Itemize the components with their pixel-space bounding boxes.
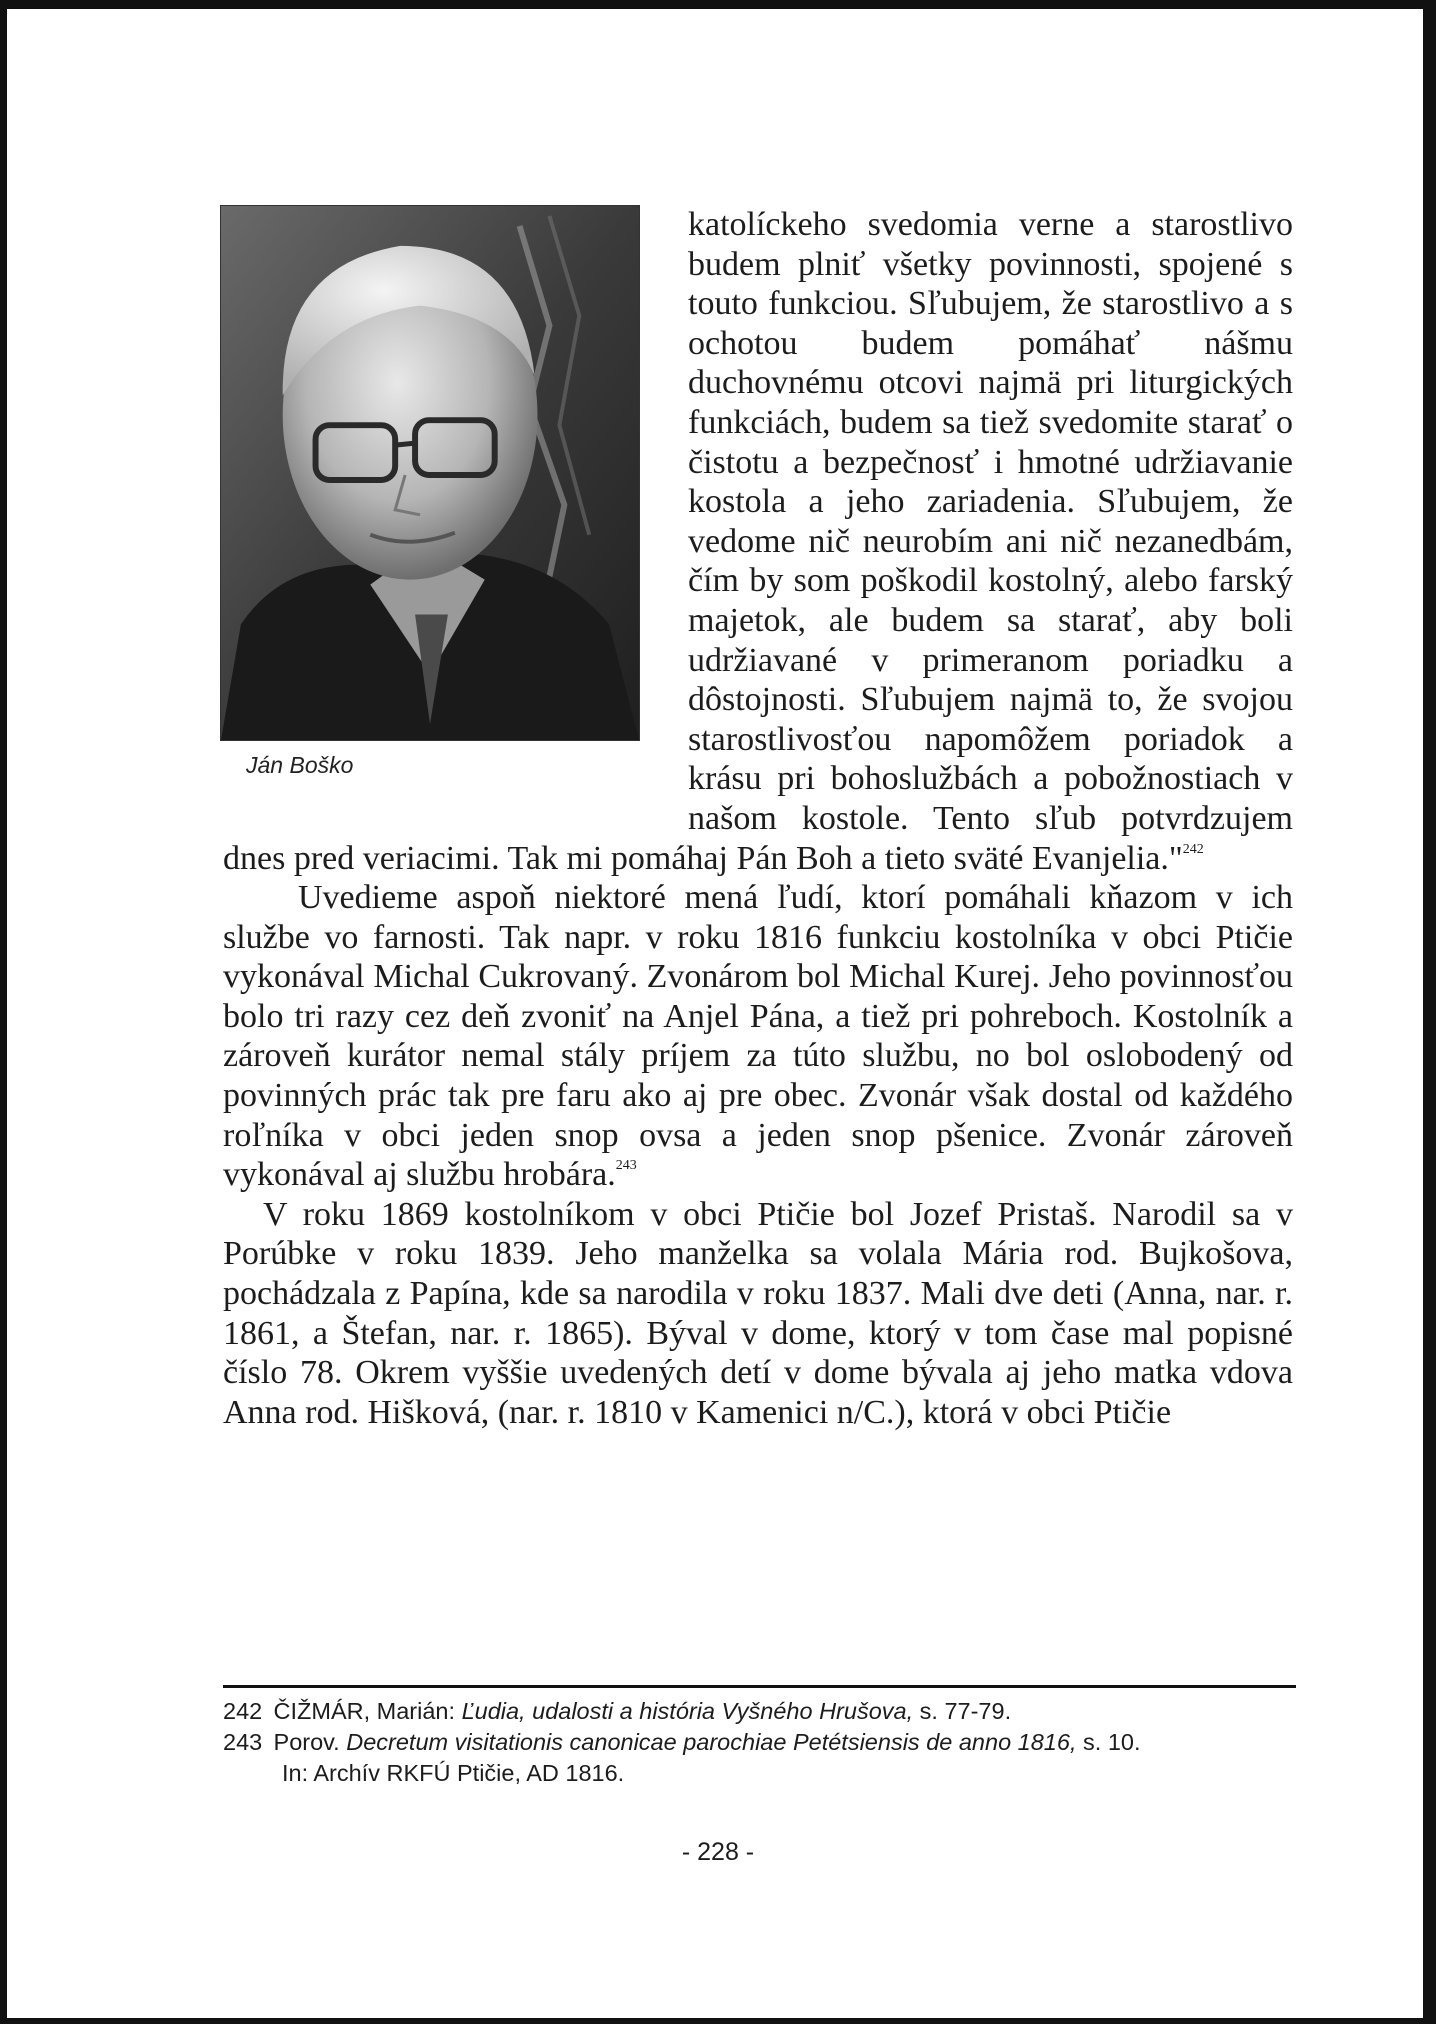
footnote-number: 243: [223, 1729, 263, 1755]
footnote-title: Ľudia, udalosti a história Vyšného Hrušova,: [461, 1698, 914, 1724]
paragraph-3-text: V roku 1869 kostolníkom v obci Ptičie bol Jozef Pristaš. Narodil sa v Porúbke v roku 1839. Jeho manželka sa volala Mária rod. Bujkošova, pochádzala z Papína, kde sa narodila v roku 1837. Mali dve deti (Anna, nar. r. 1861, a Štefan, nar. r. 1865). Býval v dome, ktorý v tom čase mal popisné číslo 78. Okrem vyššie uvedených detí v dome bývala aj jeho matka vdova Anna rod. Hišková, (nar. r. 1810 v Kamenici n/C.), ktorá v obci Ptičie: [223, 1195, 1293, 1431]
footnote-pages: s. 10.: [1076, 1729, 1141, 1755]
paragraph-1-text: katolíckeho svedomia verne a starostlivo budem plniť všetky povinnosti, spojené s touto funkciou. Sľubujem, že starostlivo a s ochotou budem pomáhať nášmu duchovnému otcovi najmä pri liturgických funkciách, budem sa tiež svedomite starať o čistotu a bezpečnosť i hmotné udržiavanie kostola a jeho zariadenia. Sľubujem, že vedome nič neurobím ani nič nezanedbám, čím by som poškodil kostolný, alebo farský majetok, ale budem sa starať, aby boli udržiavané v primeranom poriadku a dôstojnosti. Sľubujem najmä to, že svojou starostlivosťou napomôžem poriadok a krásu pri bohoslužbách a pobožnostiach v našom kostole. Tento sľub potvrdzujem dnes pred veriacimi. Tak mi pomáhaj Pán Boh a tieto sväté Evanjelia.": [223, 206, 1293, 877]
footnotes: [223, 1696, 1298, 1789]
paragraph-3: [223, 1195, 1293, 1433]
photo-spacer: [223, 205, 688, 805]
footnote-title: Decretum visitationis canonicae parochiae Petétsiensis de anno 1816,: [346, 1729, 1077, 1755]
footnote-author: ČIŽMÁR, Marián:: [273, 1698, 462, 1724]
body-text: [223, 205, 1293, 1432]
photo-caption: Ján Boško: [246, 752, 354, 778]
footnote-243-continuation: In: Archív RKFÚ Ptičie, AD 1816.: [282, 1760, 625, 1786]
footnote-number: 242: [223, 1698, 263, 1724]
footnote-243: [223, 1727, 1298, 1758]
footnote-ref-243: 243: [615, 1158, 637, 1174]
footnote-divider: [223, 1685, 1296, 1688]
footnote-ref-242: 242: [1182, 841, 1204, 857]
page-number: - 228 -: [681, 1838, 755, 1866]
footnote-242: [223, 1696, 1298, 1727]
footnote-pages: s. 77-79.: [913, 1698, 1012, 1724]
paragraph-2: [223, 878, 1293, 1195]
paragraph-2-text: Uvedieme aspoň niektoré mená ľudí, ktorí pomáhali kňazom v ich službe vo farnosti. Tak napr. v roku 1816 funkciu kostolníka v obci Ptičie vykonával Michal Cukrovaný. Zvonárom bol Michal Kurej. Jeho povinnosťou bolo tri razy cez deň zvoniť na Anjel Pána, a tiež pri pohreboch. Kostolník a zároveň kurátor nemal stály príjem za túto službu, no bol oslobodený od povinných prác tak pre faru ako aj pre obec. Zvonár však dostal od každého roľníka v obci jeden snop ovsa a jeden snop pšenice. Zvonár zároveň vykonával aj službu hrobára.: [223, 879, 1293, 1194]
footnote-author: Porov.: [273, 1729, 347, 1755]
